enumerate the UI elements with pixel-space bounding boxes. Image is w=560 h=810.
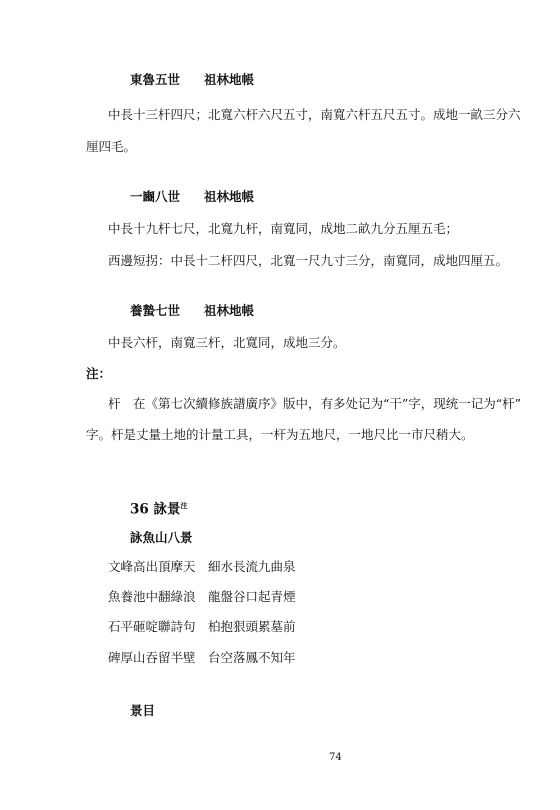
note-line-2: 字。杆是丈量土地的计量工具，一杆为五地尺，一地尺比一市尺稍大。 bbox=[86, 427, 474, 442]
poem-line-left-3: 石平砸啶聯詩句 bbox=[108, 619, 196, 634]
poem-line-right-4: 台空落鳳不知年 bbox=[208, 650, 296, 665]
footnote-marker: 注 bbox=[180, 501, 188, 510]
note-line-1: 杆 在《第七次續修族譜廣序》版中，有多处记为“干”字，现统一记为“杆” bbox=[108, 396, 522, 411]
section-1-line-1: 中長十三杆四尺；北寬六杆六尺五寸，南寬六杆五尺五寸。成地一畝三分六 bbox=[108, 107, 521, 122]
section-2-line-2: 西邊短拐：中長十二杆四尺，北寬一尺九寸三分，南寬同，成地四厘五。 bbox=[108, 253, 509, 268]
poem-subtitle: 詠魚山八景 bbox=[130, 530, 193, 545]
poem-line-right-2: 龍盤谷口起青煙 bbox=[208, 589, 296, 604]
note-label: 注： bbox=[86, 366, 112, 381]
section-heading-3 bbox=[130, 303, 254, 319]
section-1-line-2: 厘四毛。 bbox=[86, 139, 137, 154]
generation-label: 東魯五世 bbox=[130, 72, 181, 87]
poem-line-left-4: 碑厚山吞留半壁 bbox=[108, 650, 196, 665]
section-2-line-1: 中長十九杆七尺，北寬九杆，南寬同，成地二畝九分五厘五毛； bbox=[108, 221, 459, 236]
section-number: 36 bbox=[130, 501, 149, 518]
heading-title: 祖林地帳 bbox=[204, 189, 255, 204]
heading-title: 祖林地帳 bbox=[204, 72, 255, 87]
next-heading: 景目 bbox=[130, 703, 156, 718]
page-number: 74 bbox=[329, 752, 342, 763]
section-title: 詠景 bbox=[153, 501, 181, 518]
section-3-line-1: 中長六杆，南寬三杆，北寬同，成地三分。 bbox=[108, 335, 346, 350]
poem-line-left-2: 魚養池中翻綠浪 bbox=[108, 589, 196, 604]
poem-line-right-3: 柏抱狠頭累墓前 bbox=[208, 619, 296, 634]
generation-label: 一豳八世 bbox=[130, 189, 181, 204]
heading-title: 祖林地帳 bbox=[204, 303, 255, 318]
section-heading-1 bbox=[130, 72, 254, 88]
poem-section-title bbox=[130, 498, 188, 518]
generation-label: 養蟄七世 bbox=[130, 303, 181, 318]
poem-line-left-1: 文峰高出頂摩天 bbox=[108, 559, 196, 574]
section-heading-2 bbox=[130, 189, 254, 205]
poem-line-right-1: 細水長流九曲泉 bbox=[208, 559, 296, 574]
